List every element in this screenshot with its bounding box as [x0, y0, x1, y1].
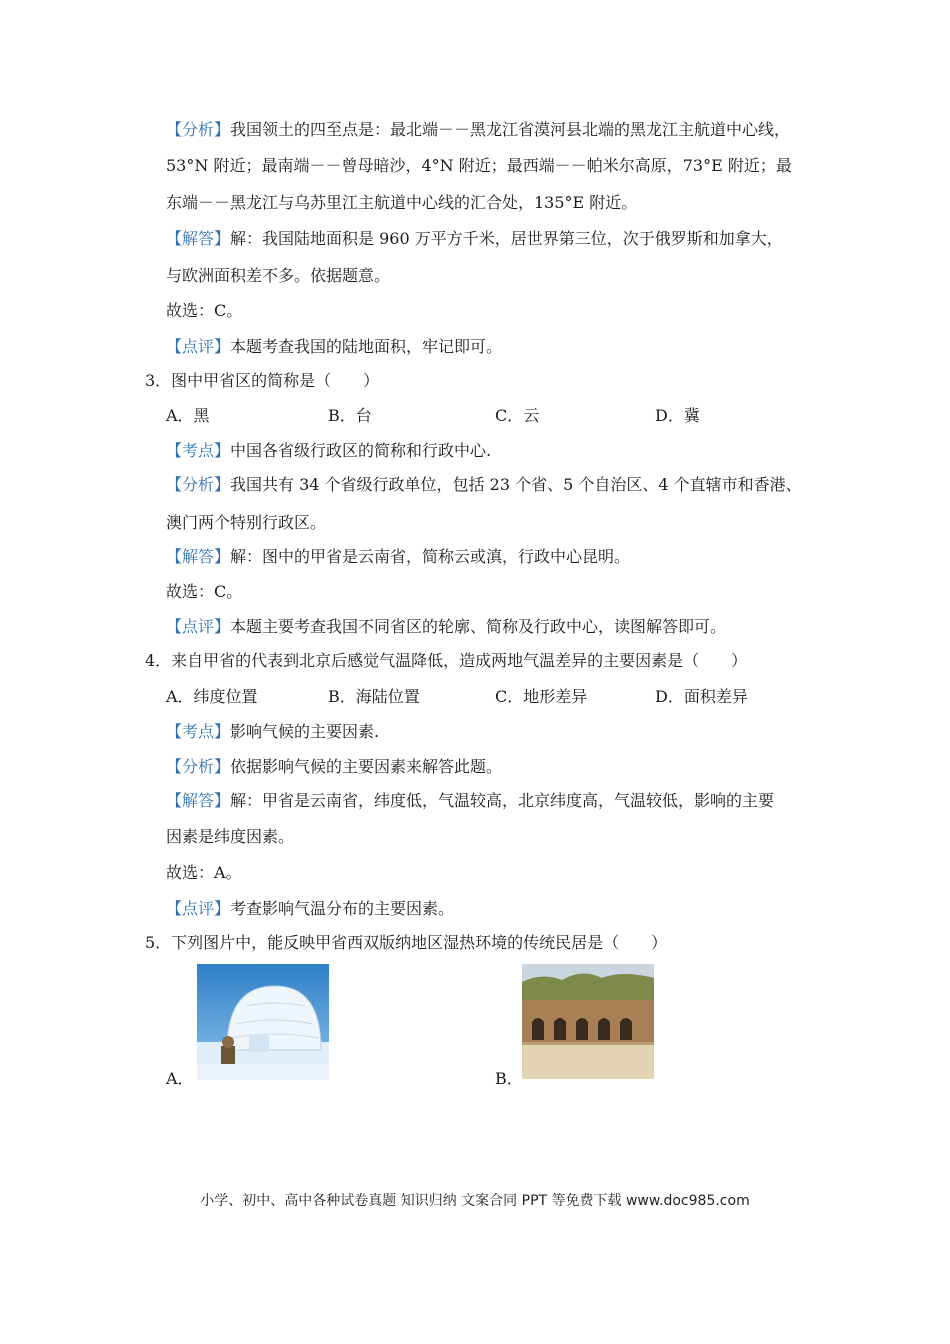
q5-option-a: A．	[166, 1069, 194, 1088]
analysis-line-1: 【分析】我国领土的四至点是：最北端－－黑龙江省漠河县北端的黑龙江主航道中心线，	[166, 120, 791, 139]
point-tag: 【考点】	[166, 441, 231, 460]
cave-dwelling-photo	[522, 964, 654, 1079]
q4-answer-line-2: 因素是纬度因素。	[166, 827, 295, 846]
point-tag: 【考点】	[166, 722, 231, 741]
analysis-tag: 【分析】	[166, 757, 231, 776]
q5-option-b: B．	[495, 1069, 523, 1088]
q4-comment-line: 【点评】考查影响气温分布的主要因素。	[166, 899, 455, 918]
answer-tag: 【解答】	[166, 791, 231, 810]
q4-option-c: C．地形差异	[495, 687, 588, 706]
q3-analysis-line-2: 澳门两个特别行政区。	[166, 513, 327, 532]
q3-choice-line: 故选：C。	[166, 582, 243, 601]
q4-option-d: D．面积差异	[655, 687, 748, 706]
answer-tag: 【解答】	[166, 547, 231, 566]
analysis-line-3: 东端－－黑龙江与乌苏里江主航道中心线的汇合处，135°E 附近。	[166, 193, 638, 212]
question-3-stem: 3．图中甲省区的简称是（ ）	[145, 371, 380, 390]
choice-line: 故选：C。	[166, 301, 243, 320]
analysis-line-2: 53°N 附近；最南端－－曾母暗沙，4°N 附近；最西端－－帕米尔高原，73°E 附近；最	[166, 156, 792, 175]
q3-option-d: D．冀	[655, 406, 700, 425]
igloo-photo	[197, 964, 329, 1080]
comment-tag: 【点评】	[166, 899, 231, 918]
comment-line: 【点评】本题考查我国的陆地面积，牢记即可。	[166, 337, 503, 356]
q4-option-b: B．海陆位置	[328, 687, 420, 706]
page-footer: 小学、初中、高中各种试卷真题 知识归纳 文案合同 PPT 等免费下载 www.doc985.com	[200, 1193, 750, 1209]
q3-answer-line: 【解答】解：图中的甲省是云南省，简称云或滇，行政中心昆明。	[166, 547, 631, 566]
q4-option-a: A．纬度位置	[166, 687, 258, 706]
q3-comment-line: 【点评】本题主要考查我国不同省区的轮廓、简称及行政中心，读图解答即可。	[166, 617, 727, 636]
question-5-stem: 5．下列图片中，能反映甲省西双版纳地区湿热环境的传统民居是（ ）	[145, 933, 668, 952]
question-4-stem: 4．来自甲省的代表到北京后感觉气温降低，造成两地气温差异的主要因素是（ ）	[145, 651, 748, 670]
comment-tag: 【点评】	[166, 337, 231, 356]
analysis-tag: 【分析】	[166, 475, 231, 494]
q3-point-line: 【考点】中国各省级行政区的简称和行政中心.	[166, 441, 492, 460]
answer-line-2: 与欧洲面积差不多。依据题意。	[166, 266, 391, 285]
q4-point-line: 【考点】影响气候的主要因素.	[166, 722, 380, 741]
answer-tag: 【解答】	[166, 229, 231, 248]
analysis-tag: 【分析】	[166, 120, 231, 139]
q4-answer-line-1: 【解答】解：甲省是云南省，纬度低，气温较高，北京纬度高，气温较低，影响的主要	[166, 791, 775, 810]
q3-analysis-line-1: 【分析】我国共有 34 个省级行政单位，包括 23 个省、5 个自治区、4 个直辖市和香港、	[166, 475, 802, 494]
comment-tag: 【点评】	[166, 617, 231, 636]
q3-option-a: A．黑	[166, 406, 210, 425]
q3-option-c: C．云	[495, 406, 540, 425]
q4-choice-line: 故选：A。	[166, 863, 242, 882]
answer-line-1: 【解答】解：我国陆地面积是 960 万平方千米，居世界第三位，次于俄罗斯和加拿大，	[166, 229, 783, 248]
q3-option-b: B．台	[328, 406, 372, 425]
q4-analysis-line: 【分析】依据影响气候的主要因素来解答此题。	[166, 757, 503, 776]
